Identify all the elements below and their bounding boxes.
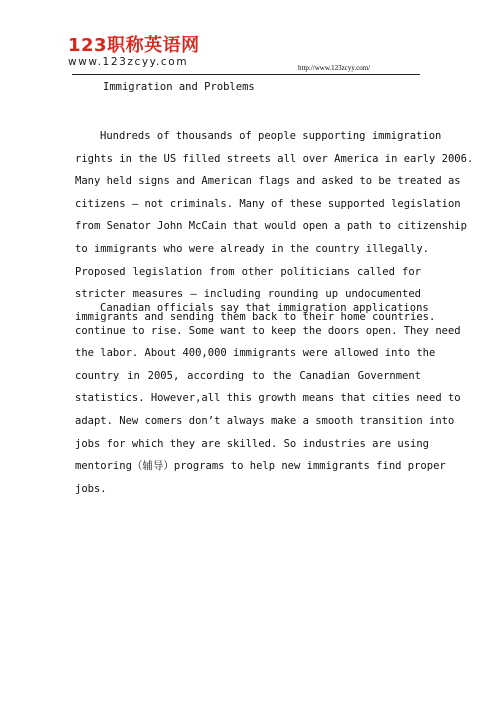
paragraph-line: continue to rise. Some want to keep the doors open. They need bbox=[75, 324, 461, 337]
site-logo[interactable] bbox=[68, 36, 218, 69]
paragraph-line: stricter measures — including rounding up undocumented bbox=[75, 288, 421, 301]
paragraph-line: to immigrants who were already in the country illegally. bbox=[75, 242, 430, 255]
paragraph-line: immigrants and sending them back to their home countries. bbox=[75, 310, 436, 323]
paragraph-line: jobs. bbox=[75, 482, 107, 495]
paragraph-line: country in 2005, according to the Canadian Government bbox=[75, 369, 421, 382]
logo-title: 123职称英语网 bbox=[68, 35, 200, 56]
paragraph-line: jobs for which they are skilled. So industries are using bbox=[75, 437, 430, 450]
article-title: Immigration and Problems bbox=[103, 81, 255, 93]
header-url-link[interactable]: http://www.123zcyy.com/ bbox=[298, 64, 371, 72]
paragraph-line: statistics. However,all this growth means that cities need to bbox=[75, 392, 461, 405]
paragraph-line: Proposed legislation from other politicians called for bbox=[75, 265, 421, 278]
paragraph-line: adapt. New comers don’t always make a smooth transition into bbox=[75, 414, 455, 427]
paragraph-line: rights in the US filled streets all over America in early 2006. bbox=[75, 152, 474, 165]
paragraph-line: Hundreds of thousands of people supporting immigration bbox=[100, 130, 442, 142]
paragraph-line: from Senator John McCain that would open a path to citizenship bbox=[75, 220, 467, 233]
header-divider bbox=[72, 74, 420, 75]
paragraph-line: Canadian officials say that immigration applications bbox=[100, 302, 429, 314]
paragraph-line: citizens — not criminals. Many of these supported legislation bbox=[75, 197, 461, 210]
paragraph-line: mentoring（辅导）programs to help new immigrants find proper bbox=[75, 460, 446, 473]
paragraph-line: the labor. About 400,000 immigrants were allowed into the bbox=[75, 347, 436, 360]
logo-domain: www.123zcyy.com bbox=[68, 56, 189, 68]
article-paragraph-2 bbox=[75, 301, 461, 504]
paragraph-line: Many held signs and American flags and asked to be treated as bbox=[75, 175, 461, 188]
